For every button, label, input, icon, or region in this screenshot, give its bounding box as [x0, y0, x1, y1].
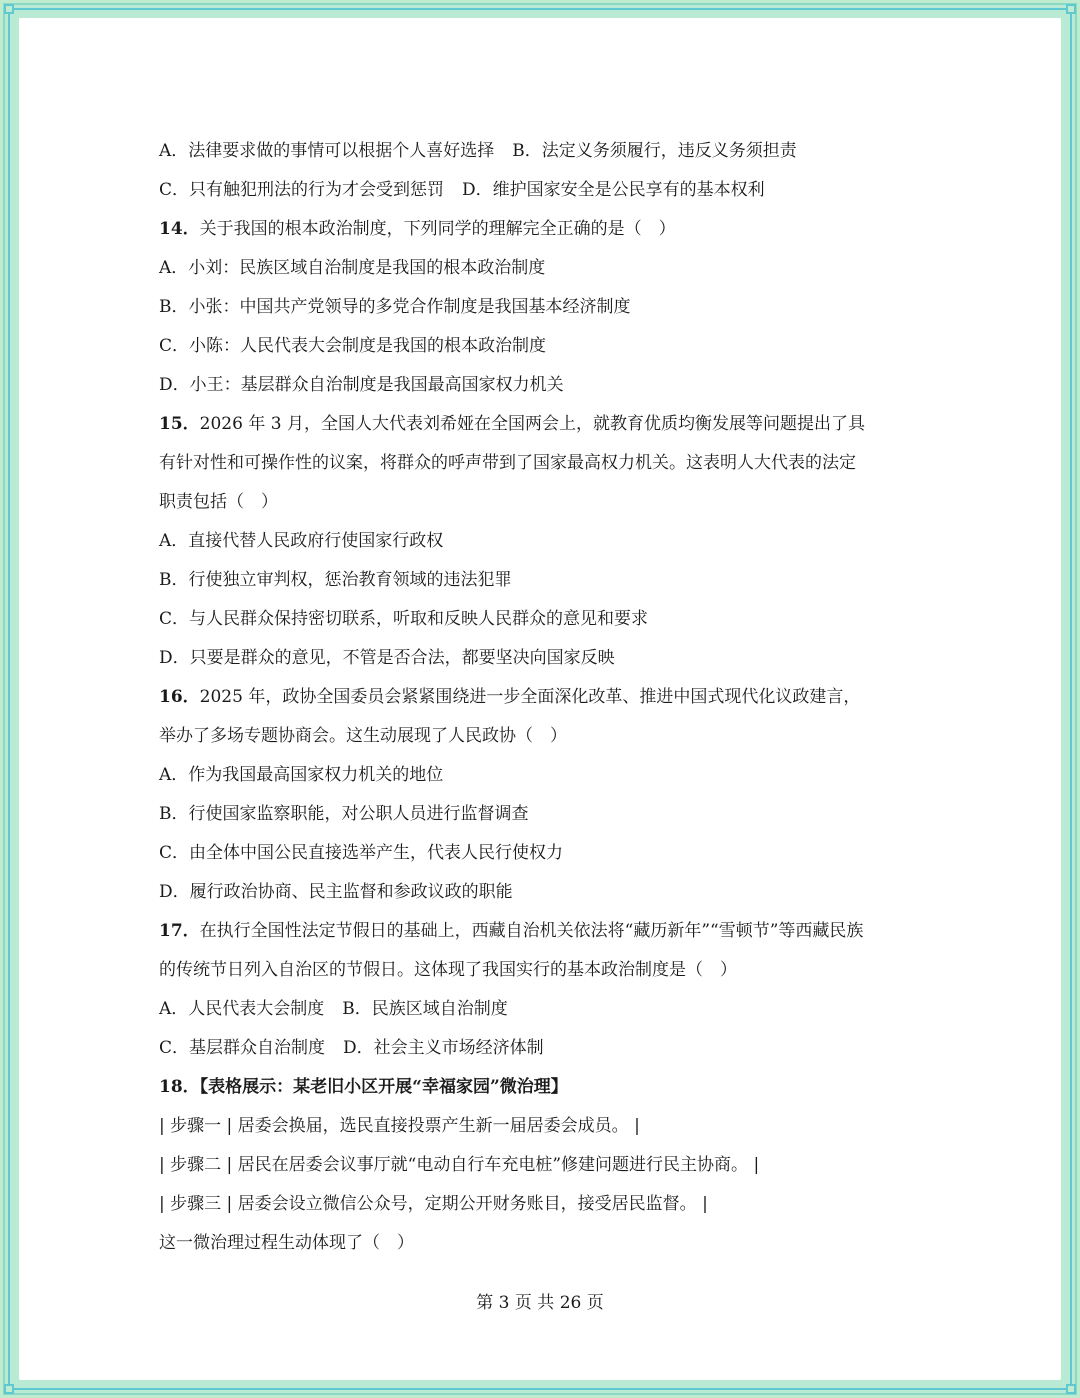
question-tail: 这一微治理过程生动体现了（ ） — [159, 1233, 414, 1253]
option-line — [159, 1029, 939, 1068]
option-line: B．小张：中国共产党领导的多党合作制度是我国基本经济制度 — [159, 297, 631, 317]
question-stem: 15．2026 年 3 月，全国人大代表刘希娅在全国两会上，就教育优质均衡发展等问题提出了具 — [159, 414, 865, 434]
question-stem-cont: 职责包括（ ） — [159, 492, 278, 512]
option-text: A．人民代表大会制度 — [159, 999, 325, 1019]
question-number: 17． — [159, 921, 200, 941]
option-line: A．直接代替人民政府行使国家行政权 — [159, 531, 444, 551]
option-line: A．小刘：民族区域自治制度是我国的根本政治制度 — [159, 258, 546, 278]
corner-ornament — [4, 4, 14, 14]
option-text: B．民族区域自治制度 — [342, 999, 508, 1019]
option-line: C．小陈：人民代表大会制度是我国的根本政治制度 — [159, 336, 547, 356]
corner-ornament — [1066, 1384, 1076, 1394]
option-text: D．维护国家安全是公民享有的基本权利 — [462, 180, 765, 200]
question-number: 18． — [159, 1077, 200, 1097]
table-row: | 步骤三 | 居委会设立微信公众号，定期公开财务账目，接受居民监督。 | — [159, 1194, 708, 1214]
question-stem: 18．【表格展示：某老旧小区开展“幸福家园”微治理】 — [159, 1077, 568, 1097]
corner-ornament — [1066, 4, 1076, 14]
option-line: D．履行政治协商、民主监督和参政议政的职能 — [159, 882, 513, 902]
option-line: B．行使独立审判权，惩治教育领域的违法犯罪 — [159, 570, 512, 590]
option-line: B．行使国家监察职能，对公职人员进行监督调查 — [159, 804, 529, 824]
option-line: D．小王：基层群众自治制度是我国最高国家权力机关 — [159, 375, 564, 395]
option-line: D．只要是群众的意见，不管是否合法，都要坚决向国家反映 — [159, 648, 615, 668]
question-stem: 16．2025 年，政协全国委员会紧紧围绕进一步全面深化改革、推进中国式现代化议政建言， — [159, 687, 861, 707]
option-line: C．由全体中国公民直接选举产生，代表人民行使权力 — [159, 843, 564, 863]
option-line: A．作为我国最高国家权力机关的地位 — [159, 765, 444, 785]
corner-ornament — [4, 1384, 14, 1394]
option-line — [159, 171, 939, 210]
option-line — [159, 990, 939, 1029]
table-row: | 步骤一 | 居委会换届，选民直接投票产生新一届居委会成员。 | — [159, 1116, 640, 1136]
option-text: C．基层群众自治制度 — [159, 1038, 326, 1058]
question-content — [159, 132, 939, 1263]
question-stem-cont: 有针对性和可操作性的议案，将群众的呼声带到了国家最高权力机关。这表明人大代表的法定 — [159, 453, 856, 473]
option-line: C．与人民群众保持密切联系，听取和反映人民群众的意见和要求 — [159, 609, 649, 629]
question-stem: 14．关于我国的根本政治制度，下列同学的理解完全正确的是（ ） — [159, 219, 676, 239]
question-number: 14． — [159, 219, 200, 239]
question-stem-cont: 举办了多场专题协商会。这生动展现了人民政协（ ） — [159, 726, 567, 746]
question-number: 16． — [159, 687, 200, 707]
question-number: 15． — [159, 414, 200, 434]
page-footer: 第 3 页 共 26 页 — [476, 1293, 604, 1313]
table-row: | 步骤二 | 居民在居委会议事厅就“电动自行车充电桩”修建问题进行民主协商。 | — [159, 1155, 760, 1175]
option-text: D．社会主义市场经济体制 — [343, 1038, 544, 1058]
option-line — [159, 132, 939, 171]
option-text: B．法定义务须履行，违反义务须担责 — [512, 141, 797, 161]
option-text: A．法律要求做的事情可以根据个人喜好选择 — [159, 141, 495, 161]
option-text: C．只有触犯刑法的行为才会受到惩罚 — [159, 180, 445, 200]
question-stem: 17．在执行全国性法定节假日的基础上，西藏自治机关依法将“藏历新年”“雪顿节”等西藏民族 — [159, 921, 864, 941]
question-stem-cont: 的传统节日列入自治区的节假日。这体现了我国实行的基本政治制度是（ ） — [159, 960, 737, 980]
